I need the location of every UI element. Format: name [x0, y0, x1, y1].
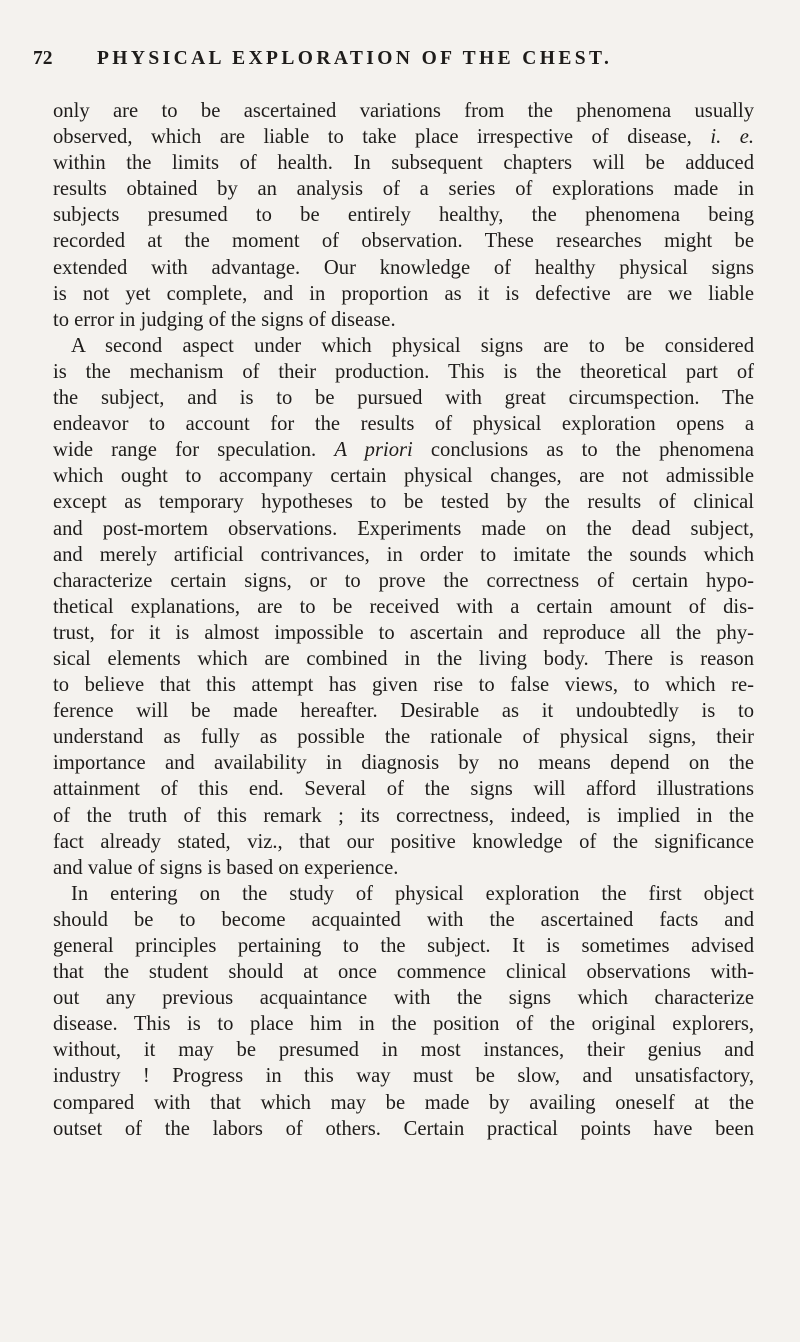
text-line: that the student should at once commence clinical observations with-	[53, 961, 754, 984]
text-line: recorded at the moment of observation. These researches might be	[53, 230, 754, 253]
text-line: without, it may be presumed in most instances, their genius and	[53, 1039, 754, 1062]
text-line: wide range for speculation. A priori conclusions as to the phenomena	[53, 439, 755, 462]
text-line: endeavor to account for the results of physical exploration opens a	[53, 413, 754, 436]
page-number: 72	[33, 48, 53, 69]
paragraph-3	[53, 881, 754, 1142]
text-line: attainment of this end. Several of the signs will afford illustrations	[53, 778, 754, 801]
text-line: fact already stated, viz., that our positive knowledge of the significance	[53, 830, 754, 853]
text-line: In entering on the study of physical exploration the first object	[71, 882, 754, 905]
paragraph-2	[53, 333, 754, 881]
text-line: ference will be made hereafter. Desirable as it undoubtedly is to	[53, 700, 754, 723]
text-line: trust, for it is almost impossible to ascertain and reproduce all the phy-	[53, 621, 754, 644]
text-line: should be to become acquainted with the ascertained facts and	[53, 908, 754, 931]
text-line: only are to be ascertained variations from the phenomena usually	[53, 100, 754, 122]
text-line: within the limits of health. In subsequent chapters will be adduced	[53, 152, 754, 175]
text-line: observed, which are liable to take place irrespective of disease, i. e.	[53, 126, 755, 149]
text-line: outset of the labors of others. Certain practical points have been	[53, 1117, 754, 1140]
text-line: and merely artificial contrivances, in order to imitate the sounds which	[53, 543, 754, 566]
text-line: sical elements which are combined in the living body. There is reason	[53, 647, 754, 670]
text-line: compared with that which may be made by availing oneself at the	[53, 1091, 754, 1114]
running-title: PHYSICAL EXPLORATION OF THE CHEST.	[97, 48, 613, 69]
text-line: thetical explanations, are to be received with a certain amount of dis-	[53, 595, 754, 618]
text-line: of the truth of this remark ; its correctness, indeed, is implied in the	[53, 804, 754, 827]
body-text	[53, 98, 754, 1142]
text-line: industry ! Progress in this way must be slow, and unsatisfactory,	[53, 1065, 754, 1088]
text-line: extended with advantage. Our knowledge of healthy physical signs	[53, 256, 754, 279]
text-line: and value of signs is based on experience.	[53, 856, 399, 879]
text-line: and post-mortem observations. Experiments made on the dead subject,	[53, 517, 754, 540]
text-line: results obtained by an analysis of a series of explorations made in	[53, 178, 754, 201]
text-line: subjects presumed to be entirely healthy, the phenomena being	[53, 204, 754, 227]
paragraph-1	[53, 98, 754, 333]
text-line: general principles pertaining to the subject. It is sometimes advised	[53, 935, 754, 957]
text-line: disease. This is to place him in the position of the original explorers,	[53, 1013, 754, 1036]
text-line: A second aspect under which physical signs are to be considered	[71, 334, 754, 357]
text-line: characterize certain signs, or to prove the correctness of certain hypo-	[53, 569, 754, 592]
text-line: is the mechanism of their production. This is the theoretical part of	[53, 360, 754, 383]
text-line: is not yet complete, and in proportion as it is defective are we liable	[53, 282, 754, 305]
text-line: which ought to accompany certain physical changes, are not admissible	[53, 465, 754, 488]
text-line: to believe that this attempt has given rise to false views, to which re-	[53, 674, 754, 697]
text-line: out any previous acquaintance with the signs which characterize	[53, 987, 754, 1010]
text-line: the subject, and is to be pursued with great circumspection. The	[53, 387, 754, 410]
text-line: except as temporary hypotheses to be tested by the results of clinical	[53, 491, 754, 514]
text-line: importance and availability in diagnosis by no means depend on the	[53, 752, 754, 775]
running-head	[33, 48, 754, 78]
text-line: to error in judging of the signs of disease.	[53, 308, 396, 331]
text-line: understand as fully as possible the rationale of physical signs, their	[53, 726, 754, 749]
